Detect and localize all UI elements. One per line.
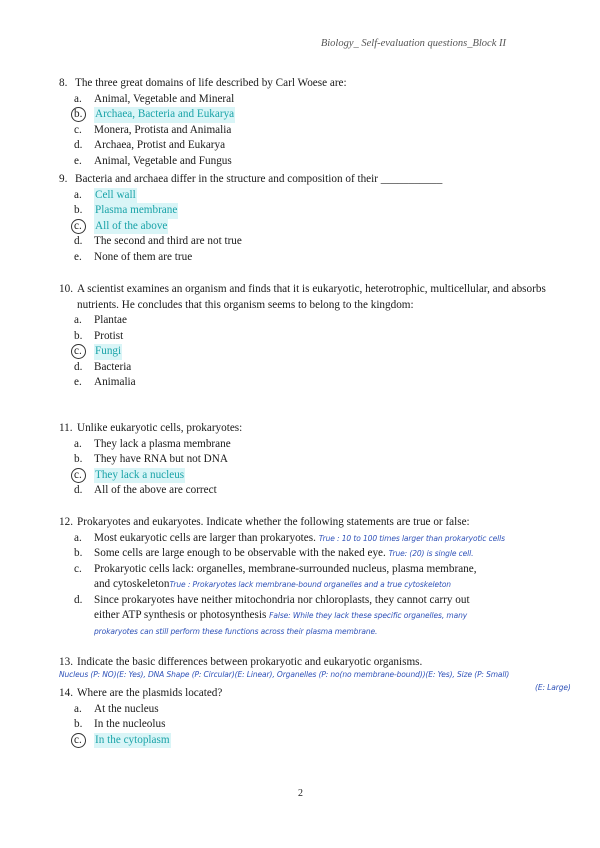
question-stem: Bacteria and archaea differ in the structure and composition of their ___________ [75, 173, 443, 185]
statement-d: d. Since prokaryotes have neither mitochondria nor chloroplasts, they cannot carry out [74, 593, 470, 606]
handwritten-note: prokaryotes can still perform these functions across their plasma membrane. [94, 626, 378, 636]
handwritten-answer-cont: (E: Large) [535, 683, 571, 692]
answer-circle [71, 344, 86, 359]
answer-circle [71, 733, 86, 748]
statement-d-note [74, 624, 559, 640]
handwritten-note: True : Prokaryotes lack membrane-bound organelles and a true cytoskeleton [169, 580, 451, 589]
option-a[interactable]: a. Cell wall [74, 188, 559, 204]
question-stem: The three great domains of life described by Carl Woese are: [75, 77, 347, 89]
option-a[interactable]: a. Animal, Vegetable and Mineral [74, 92, 235, 105]
statement-c-cont: and cytoskeleton True : Prokaryotes lack membrane-bound organelles and a true cytoskeleton [74, 577, 559, 593]
handwritten-note: True : 10 to 100 times larger than prokaryotic cells [318, 533, 505, 543]
option-b[interactable]: b. Protist [74, 329, 124, 342]
option-e[interactable]: e. None of them are true [74, 250, 193, 263]
question-number: 8. [59, 77, 68, 89]
option-a[interactable]: a. They lack a plasma membrane [74, 437, 231, 450]
statement-a: a. Most eukaryotic cells are larger than prokaryotes. True : 10 to 100 times larger than prokaryotic cells [74, 531, 559, 547]
page-header: Biology_ Self-evaluation questions_Block II [320, 38, 506, 49]
option-e[interactable]: e. Animalia [74, 376, 136, 388]
handwritten-note: True: (20) is single cell. [388, 549, 474, 558]
question-stem: Prokaryotes and eukaryotes. Indicate whether the following statements are true or false: [77, 516, 470, 528]
question-stem: Where are the plasmids located? [77, 687, 223, 699]
option-c[interactable]: c. Monera, Protista and Animalia [74, 123, 232, 136]
option-b[interactable]: b. Plasma membrane [74, 203, 559, 219]
handwritten-note: False: While they lack these specific organelles, many [269, 611, 468, 620]
answer-circle [71, 219, 86, 234]
question-number: 9. [59, 173, 68, 185]
option-b[interactable]: b. In the nucleolus [74, 718, 166, 730]
question-stem: Unlike eukaryotic cells, prokaryotes: [77, 422, 243, 434]
question-stem: Indicate the basic differences between prokaryotic and eukaryotic organisms. [77, 656, 423, 668]
option-c-selected[interactable]: c. Fungi [74, 344, 559, 360]
statement-d-cont: either ATP synthesis or photosynthesis False: While they lack these specific organelles, many [74, 608, 559, 624]
answer-circle [71, 107, 86, 122]
option-b[interactable]: b. They have RNA but not DNA [74, 453, 228, 465]
option-c-selected[interactable]: c. They lack a nucleus [74, 468, 559, 484]
question-12 [59, 515, 559, 639]
option-c-selected[interactable]: c. All of the above [74, 219, 559, 235]
option-a[interactable]: a. Plantae [74, 314, 127, 326]
question-number: 13. [59, 656, 73, 668]
option-d[interactable]: d. Bacteria [74, 360, 132, 373]
statement-b: b. Some cells are large enough to be observable with the naked eye. True: (20) is single cell. [74, 546, 559, 562]
question-11 [59, 421, 559, 499]
option-a[interactable]: a. At the nucleus [74, 702, 159, 715]
question-9 [59, 172, 559, 265]
question-number: 14. [59, 687, 73, 699]
question-13 [59, 655, 579, 671]
question-number: 10. [59, 283, 73, 295]
option-d[interactable]: d. The second and third are not true [74, 235, 242, 247]
question-number: 12. [59, 516, 73, 528]
option-e[interactable]: e. Animal, Vegetable and Fungus [74, 154, 232, 167]
option-c-selected[interactable]: c. In the cytoplasm [74, 733, 559, 749]
question-number: 11. [59, 422, 73, 434]
question-8 [59, 76, 559, 169]
handwritten-answer: Nucleus (P: NO)(E: Yes), DNA Shape (P: Circular)(E: Linear), Organelles (P: no(no membrane-bound))(E: Yes), Size (P: Small) [59, 670, 510, 679]
option-d[interactable]: d. Archaea, Protist and Eukarya [74, 139, 226, 151]
page-number: 2 [298, 788, 303, 799]
question-stem: A scientist examines an organism and finds that it is eukaryotic, heterotrophic, multicellular, and absorbs nutrients. He concludes that this organism seems to belong to the kingdom: [77, 283, 546, 311]
option-b-selected[interactable]: b. Archaea, Bacteria and Eukarya [74, 107, 559, 123]
option-d[interactable]: d. All of the above are correct [74, 484, 217, 496]
question-10 [59, 282, 559, 391]
answer-circle [71, 468, 86, 483]
question-14 [59, 686, 559, 748]
statement-c: c. Prokaryotic cells lack: organelles, membrane-surrounded nucleus, plasma membrane, [74, 562, 477, 575]
